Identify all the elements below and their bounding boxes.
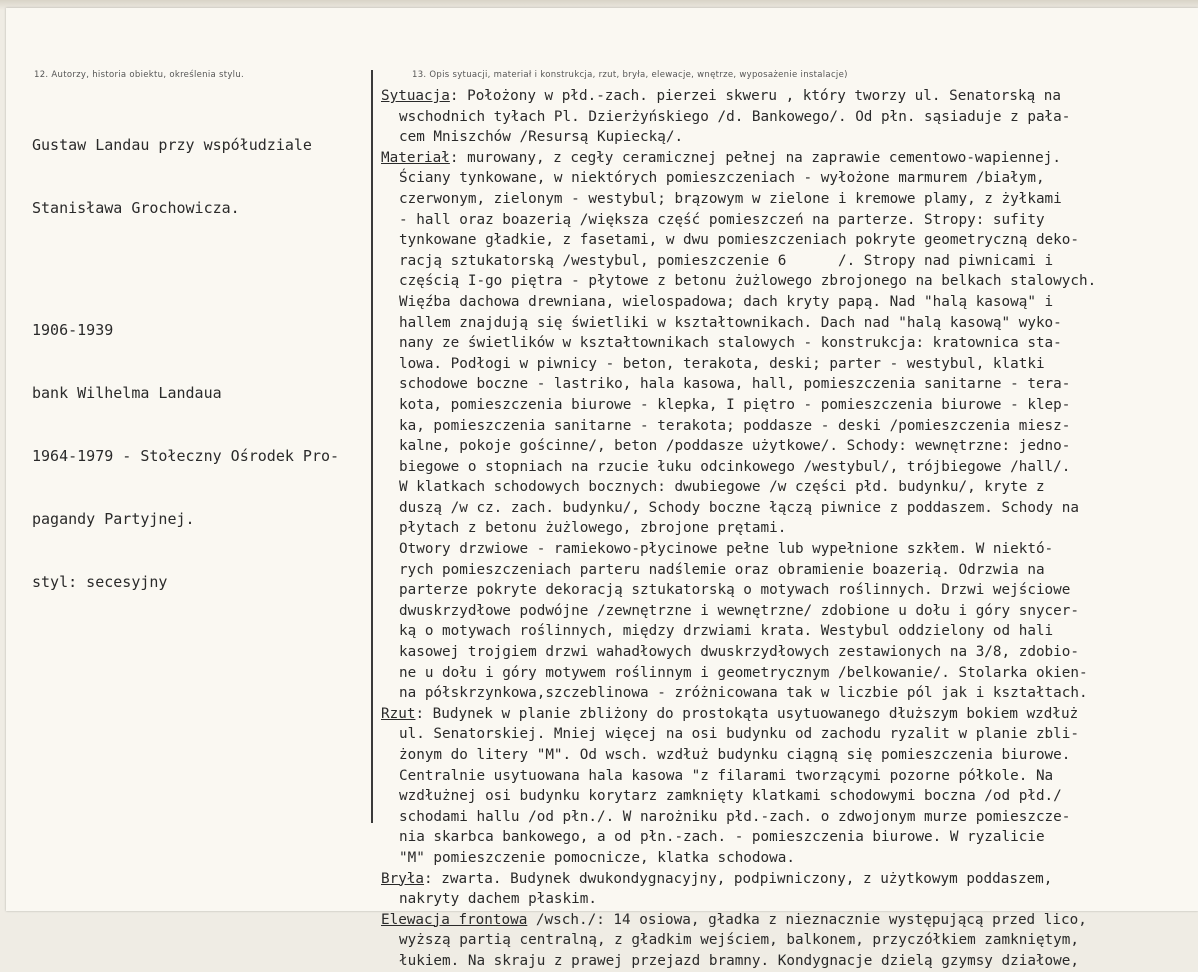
line-text: ul. Senatorskiej. Mniej więcej na osi budynku od zachodu ryzalit w planie zbli- — [399, 726, 1079, 743]
description-line — [381, 642, 1196, 663]
description-line — [381, 745, 1196, 766]
line-text: parterze pokryte dekoracją sztukatorską o motywach roślinnych. Drzwi wejściowe — [399, 582, 1071, 599]
description-line — [381, 910, 1196, 931]
description-line — [381, 951, 1196, 972]
description-line — [381, 724, 1196, 745]
line-text: biegowe o stopniach na rzucie łuku odcinkowego /westybul/, trójbiegowe /hall/. — [399, 458, 1071, 475]
line-text: tynkowane gładkie, z fasetami, w dwu pomieszczeniach pokryte geometryczną deko- — [399, 232, 1079, 249]
authors-line: Stanisława Grochowicza. — [32, 199, 240, 217]
header-authors-history: 12. Autorzy, historia obiektu, określenia stylu. — [34, 70, 245, 80]
description-line — [381, 766, 1196, 787]
description-line — [381, 457, 1196, 478]
section-label: Rzut — [381, 705, 416, 722]
line-text: wzdłużnej osi budynku korytarz zamknięty klatkami schodowymi boczna /od płd./ — [399, 788, 1062, 805]
line-text: /wsch./: 14 osiowa, gładka z nieznacznie występującą przed lico, — [527, 911, 1087, 928]
description-line — [381, 539, 1196, 560]
history-line: 1906-1939 — [32, 321, 114, 339]
line-text: kasowej trojgiem drzwi wahadłowych dwuskrzydłowych zestawionych na 3/8, zdobio- — [399, 644, 1079, 661]
description-line — [381, 889, 1196, 910]
line-text: ką o motywach roślinnych, między drzwiami krata. Westybul oddzielony od hali — [399, 623, 1054, 640]
description-line — [381, 704, 1196, 725]
description-line — [381, 601, 1196, 622]
section-label: Bryła — [381, 870, 425, 887]
authors-line: Gustaw Landau przy współudziale — [32, 136, 312, 154]
description-line — [381, 663, 1196, 684]
description-line — [381, 107, 1196, 128]
column-divider — [371, 70, 373, 823]
line-text: : murowany, z cegły ceramicznej pełnej na zaprawie cementowo-wapiennej. — [449, 149, 1062, 166]
line-text: Więźba dachowa drewniana, wielospadowa; dach kryty papą. Nad "halą kasową" i — [399, 293, 1054, 310]
description-line — [381, 127, 1196, 148]
description-line — [381, 354, 1196, 375]
line-text: płytach z betonu żużlowego, zbrojone prętami. — [399, 520, 787, 537]
history-line: bank Wilhelma Landaua — [32, 384, 222, 402]
line-text: nia skarbca bankowego, a od płn.-zach. - pomieszczenia biurowe. W ryzalicie — [399, 829, 1045, 846]
line-text: kalne, pokoje gościnne/, beton /poddasze użytkowe/. Schody: wewnętrzne: jedno- — [399, 438, 1071, 455]
line-text: ne u dołu i góry motywem roślinnym i geometrycznym /belkowanie/. Stolarka okien- — [399, 664, 1088, 681]
line-text: cem Mniszchów /Resursą Kupiecką/. — [399, 129, 684, 146]
line-text: : Budynek w planie zbliżony do prostokąta usytuowanego dłuższym bokiem wzdłuż — [415, 705, 1079, 722]
description-line — [381, 271, 1196, 292]
line-text: ka, pomieszczenia sanitarne - terakota; poddasze - deski /pomieszczenia miesz- — [399, 417, 1071, 434]
description-line — [381, 930, 1196, 951]
history-line: pagandy Partyjnej. — [32, 510, 195, 528]
line-text: częścią I-go piętra - płytowe z betonu żużlowego zbrojonego na belkach stalowych. — [399, 273, 1097, 290]
section-label: Sytuacja — [381, 88, 450, 104]
line-text: schodami hallu /od płn./. W narożniku płd.-zach. o zdwojonym murze pomieszcze- — [399, 808, 1071, 825]
line-text: rych pomieszczeniach parteru nadślemie oraz obramienie boazerią. Odrzwia na — [399, 561, 1045, 578]
description-line — [381, 168, 1196, 189]
line-text: dwuskrzydłowe podwójne /zewnętrzne i wewnętrzne/ zdobione u dołu i góry snycer- — [399, 602, 1079, 619]
line-text: wyższą partią centralną, z gładkim wejściem, balkonem, przyczółkiem zamkniętym, — [399, 932, 1079, 949]
line-text: : Położony w płd.-zach. pierzei skweru , który tworzy ul. Senatorską na — [449, 88, 1062, 104]
line-text: wschodnich tyłach Pl. Dzierżyńskiego /d. Bankowego/. Od płn. sąsiaduje z pała- — [399, 108, 1071, 125]
description-line — [381, 807, 1196, 828]
description-line — [381, 210, 1196, 231]
line-text: hallem znajdują się świetliki w kształtownikach. Dach nad "halą kasową" wyko- — [399, 314, 1062, 331]
description-line — [381, 189, 1196, 210]
history-line: 1964-1979 - Stołeczny Ośrodek Pro- — [32, 447, 340, 465]
line-text: na półskrzynkowa,szczeblinowa - zróżnicowana tak w liczbie pól jak i kształtach. — [399, 685, 1088, 702]
description-line — [381, 580, 1196, 601]
left-column — [32, 93, 362, 614]
description-line — [381, 436, 1196, 457]
description-line — [381, 230, 1196, 251]
description-line — [381, 827, 1196, 848]
line-text: Otwory drzwiowe - ramiekowo-płycinowe pełne lub wypełnione szkłem. W niektó- — [399, 541, 1054, 558]
line-text: - hall oraz boazerią /większa część pomieszczeń na parterze. Stropy: sufity — [399, 211, 1045, 228]
description-line — [381, 518, 1196, 539]
description-line — [381, 86, 1196, 107]
line-text: lowa. Podłogi w piwnicy - beton, terakota, deski; parter - westybul, klatki — [399, 355, 1045, 372]
line-text: W klatkach schodowych bocznych: dwubiegowe /w części płd. budynku/, kryte z — [399, 479, 1045, 496]
line-text: racją sztukatorską /westybul, pomieszczenie 6 /. Stropy nad piwnicami i — [399, 252, 1054, 269]
description-line — [381, 477, 1196, 498]
line-text: "M" pomieszczenie pomocnicze, klatka schodowa. — [399, 849, 795, 866]
description-line — [381, 498, 1196, 519]
line-text: kota, pomieszczenia biurowe - klepka, I piętro - pomieszczenia biurowe - klep- — [399, 396, 1071, 413]
line-text: nany ze świetlików w kształtownikach stalowych - konstrukcja: kratownica sta- — [399, 335, 1062, 352]
description-line — [381, 869, 1196, 890]
line-text: czerwonym, zielonym - westybul; brązowym w zielone i kremowe plamy, z żyłkami — [399, 190, 1062, 207]
section-label: Materiał — [381, 149, 450, 166]
description-line — [381, 313, 1196, 334]
description-line — [381, 148, 1196, 169]
description-line — [381, 560, 1196, 581]
line-text: Centralnie usytuowana hala kasowa "z filarami tworzącymi pozorne półkole. Na — [399, 767, 1054, 784]
line-text: schodowe boczne - lastriko, hala kasowa, hall, pomieszczenia sanitarne - tera- — [399, 376, 1071, 393]
style-line: styl: secesyjny — [32, 573, 168, 591]
line-text: nakryty dachem płaskim. — [399, 891, 597, 908]
description-line — [381, 292, 1196, 313]
description-line — [381, 395, 1196, 416]
line-text: żonym do litery "M". Od wsch. wzdłuż budynku ciągną się pomieszczenia biurowe. — [399, 747, 1071, 763]
line-text: łukiem. Na skraju z prawej przejazd bramny. Kondygnacje dzielą gzymsy działowe, — [399, 952, 1079, 969]
description-line — [381, 786, 1196, 807]
description-line — [381, 416, 1196, 437]
description-line — [381, 683, 1196, 704]
description-line — [381, 374, 1196, 395]
description-line — [381, 848, 1196, 869]
line-text: Ściany tynkowane, w niektórych pomieszczeniach - wyłożone marmurem /białym, — [399, 170, 1045, 187]
description-line — [381, 333, 1196, 354]
line-text: duszą /w cz. zach. budynku/, Schody boczne łączą piwnice z poddaszem. Schody na — [399, 499, 1079, 516]
line-text: : zwarta. Budynek dwukondygnacyjny, podpiwniczony, z użytkowym poddaszem, — [424, 870, 1053, 887]
description-line — [381, 621, 1196, 642]
description-column — [381, 86, 1196, 972]
section-label: Elewacja frontowa — [381, 911, 528, 928]
header-description: 13. Opis sytuacji, materiał i konstrukcja, rzut, bryła, elewacje, wnętrze, wyposażenie instalacje) — [412, 70, 848, 80]
description-line — [381, 251, 1196, 272]
